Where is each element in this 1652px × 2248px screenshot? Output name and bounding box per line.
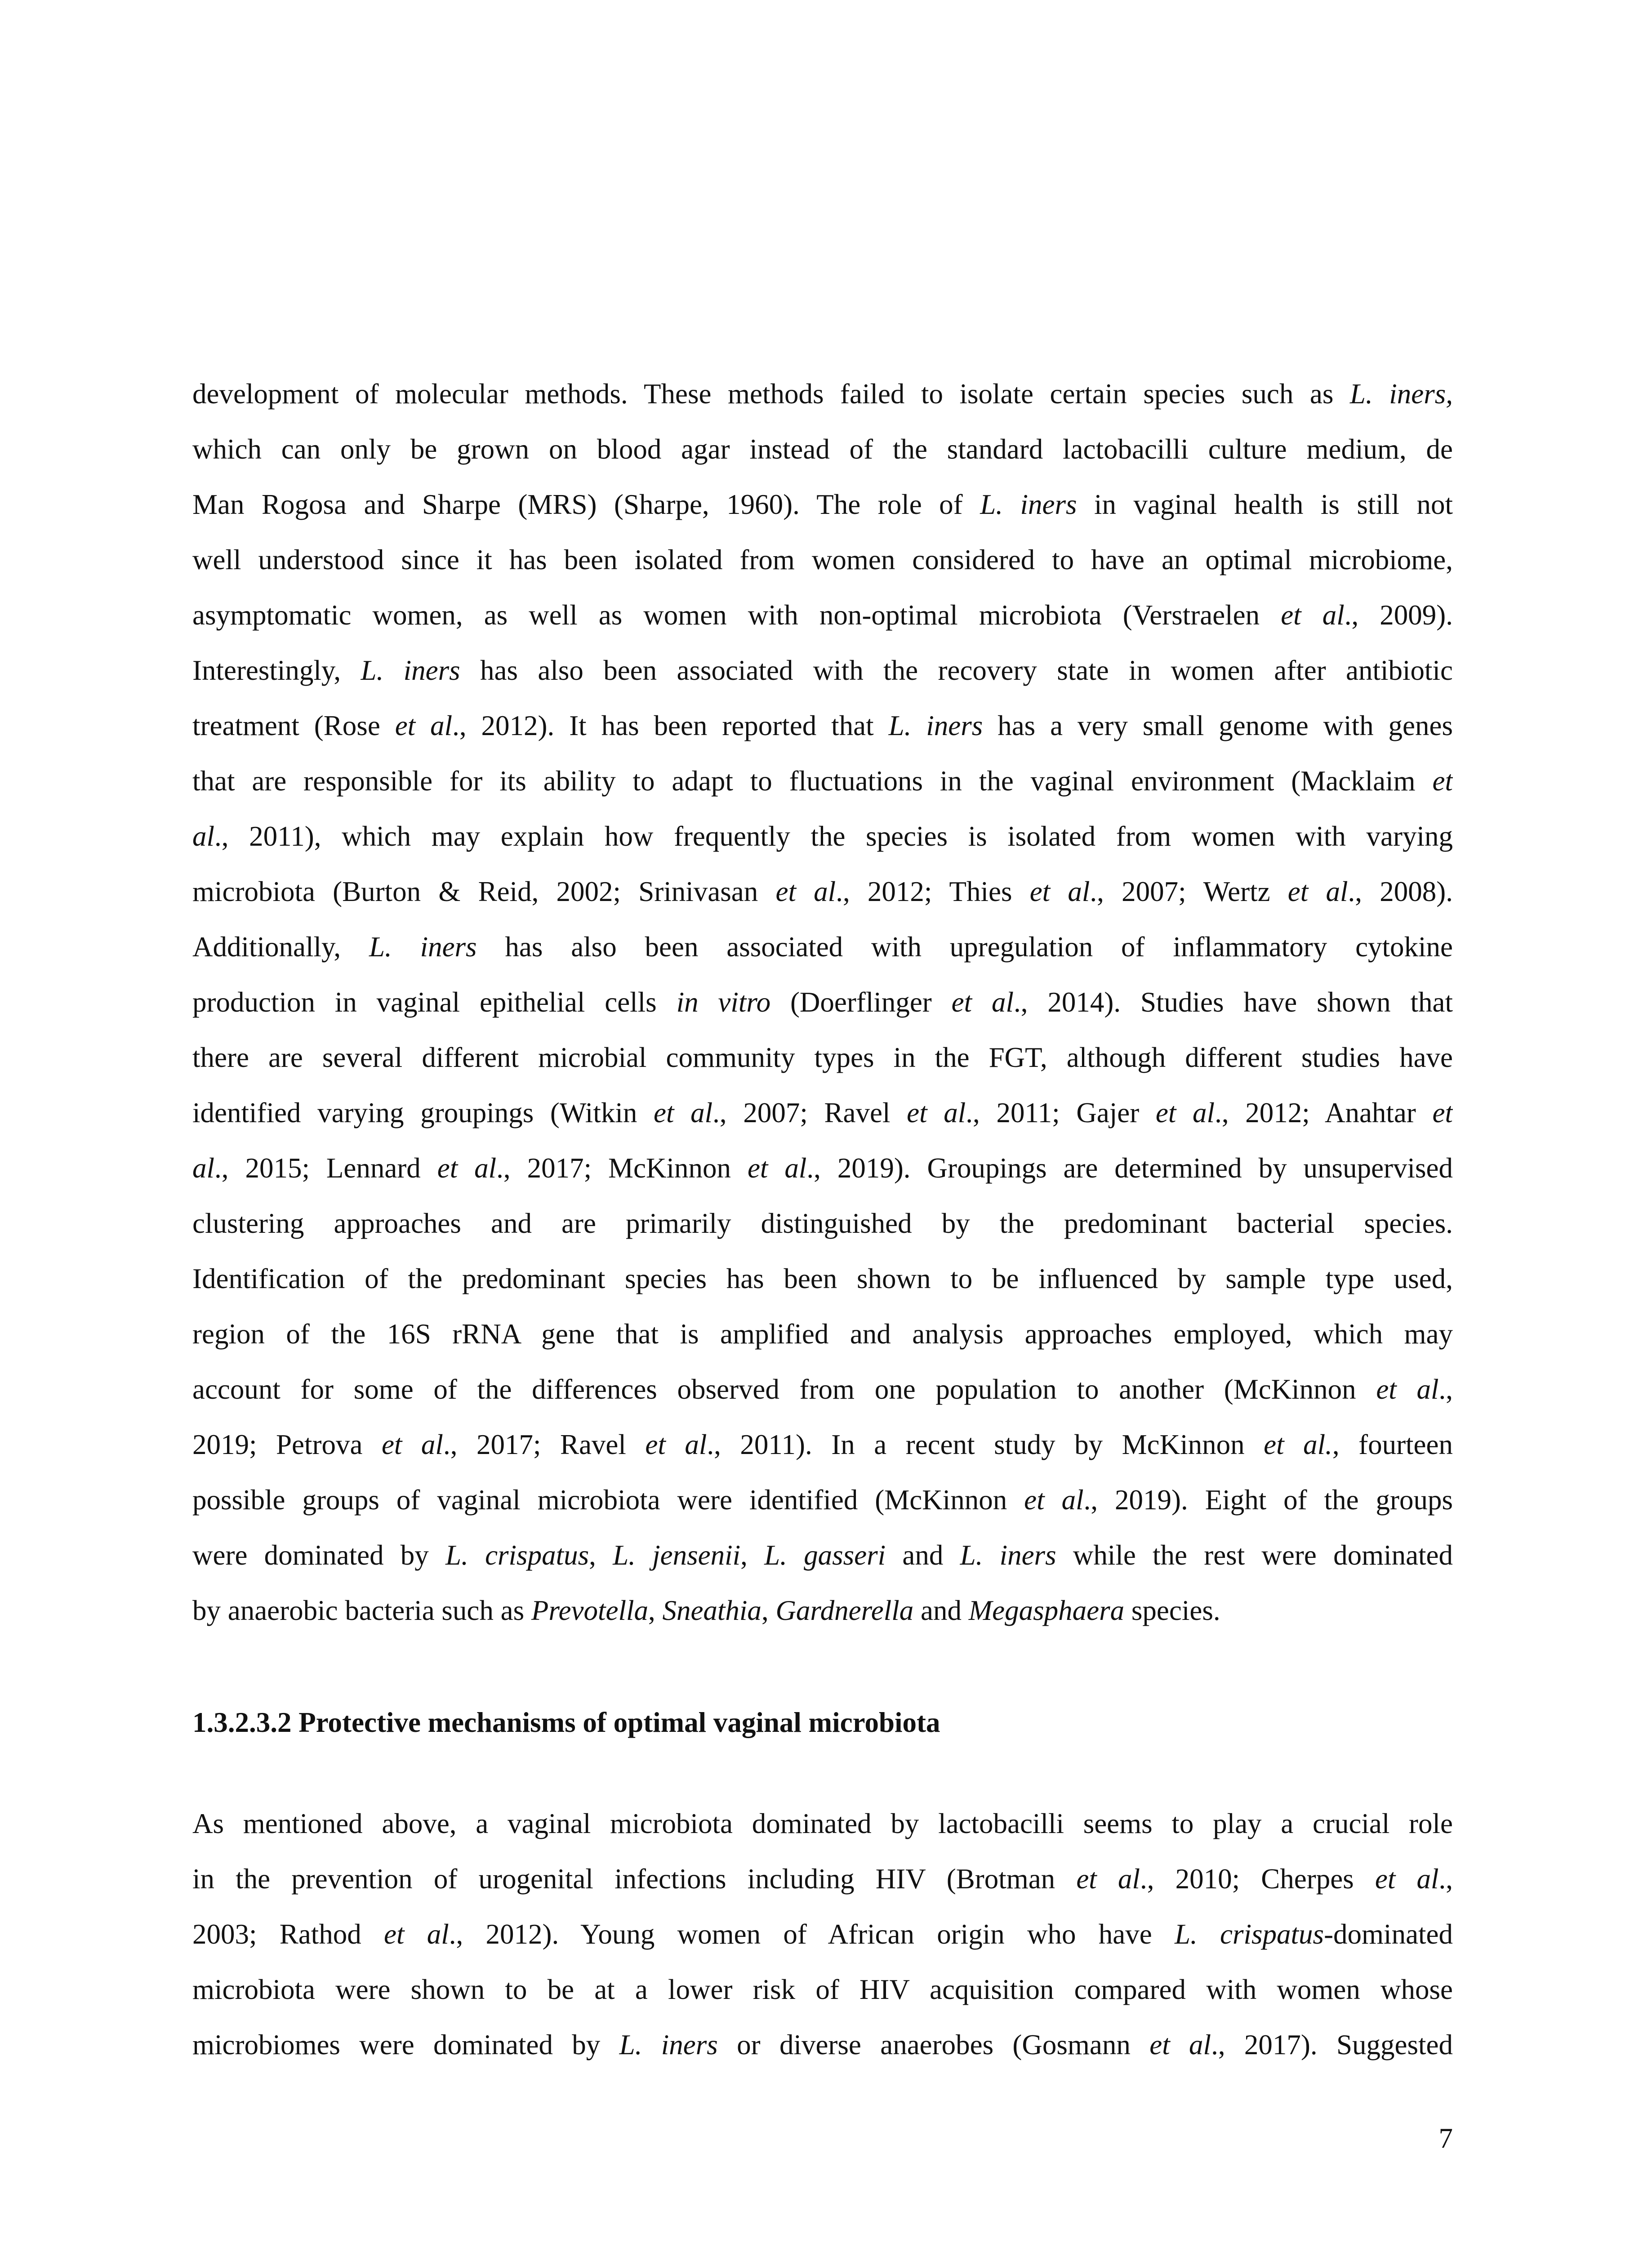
italic-text: et al bbox=[1281, 599, 1345, 631]
italic-text: Prevotella bbox=[531, 1595, 648, 1626]
text-line bbox=[192, 643, 1453, 698]
text-line bbox=[192, 1085, 1453, 1141]
italic-text: L. jensenii bbox=[613, 1539, 741, 1571]
text-line bbox=[192, 588, 1453, 643]
text-run: there are several different microbial community types in the FGT, although different studies have bbox=[192, 1042, 1453, 1073]
italic-text: et al bbox=[381, 1429, 443, 1460]
italic-text: et al bbox=[1029, 876, 1090, 907]
text-line bbox=[192, 754, 1453, 809]
text-run: ., bbox=[1438, 1863, 1453, 1895]
italic-text: et al bbox=[1375, 1863, 1439, 1895]
italic-text: et al bbox=[951, 986, 1014, 1018]
text-run: ., 2007; Ravel bbox=[712, 1097, 907, 1128]
text-line bbox=[192, 919, 1453, 975]
text-run: microbiomes were dominated by bbox=[192, 2029, 619, 2061]
italic-text: L. crispatus bbox=[445, 1539, 589, 1571]
italic-text: Megasphaera bbox=[968, 1595, 1125, 1626]
text-run: Interestingly, bbox=[192, 655, 361, 686]
italic-text: al bbox=[192, 821, 215, 852]
text-line bbox=[192, 1362, 1453, 1417]
text-line bbox=[192, 809, 1453, 864]
text-run: has also been associated with the recovery state in women after antibiotic bbox=[460, 655, 1453, 686]
text-line bbox=[192, 1796, 1453, 1851]
italic-text: et al bbox=[1155, 1097, 1215, 1128]
text-run: , bbox=[740, 1539, 765, 1571]
text-run: were dominated by bbox=[192, 1539, 446, 1571]
text-run: while the rest were dominated bbox=[1056, 1539, 1453, 1571]
text-run: ., 2012; Anahtar bbox=[1215, 1097, 1433, 1128]
text-run: ., 2011), which may explain how frequently the species is isolated from women with varying bbox=[214, 821, 1453, 852]
italic-text: et al bbox=[395, 710, 453, 741]
italic-text: et al bbox=[437, 1152, 497, 1184]
text-run: ., 2017; McKinnon bbox=[496, 1152, 748, 1184]
italic-text: L. iners bbox=[980, 489, 1077, 520]
text-line bbox=[192, 1583, 1453, 1638]
text-line bbox=[192, 1851, 1453, 1907]
text-run: treatment (Rose bbox=[192, 710, 395, 741]
text-run: ., 2014). Studies have shown that bbox=[1014, 986, 1453, 1018]
text-run: ., 2017; Ravel bbox=[443, 1429, 646, 1460]
text-run: ., 2009). bbox=[1344, 599, 1453, 631]
text-line bbox=[192, 1528, 1453, 1583]
text-line bbox=[192, 532, 1453, 588]
text-run: in the prevention of urogenital infections including HIV (Brotman bbox=[192, 1863, 1077, 1895]
italic-text: et bbox=[1432, 765, 1453, 797]
italic-text: et al bbox=[654, 1097, 713, 1128]
body-paragraph bbox=[192, 1796, 1453, 2073]
text-run: clustering approaches and are primarily distinguished by the predominant bacterial species. bbox=[192, 1208, 1453, 1239]
italic-text: et al bbox=[747, 1152, 807, 1184]
text-run: As mentioned above, a vaginal microbiota dominated by lactobacilli seems to play a crucial role bbox=[192, 1808, 1453, 1839]
text-line bbox=[192, 1196, 1453, 1251]
text-line bbox=[192, 1030, 1453, 1085]
text-run: species. bbox=[1124, 1595, 1220, 1626]
italic-text: et al bbox=[1287, 876, 1348, 907]
text-line bbox=[192, 1307, 1453, 1362]
text-run: production in vaginal epithelial cells bbox=[192, 986, 677, 1018]
italic-text: L. iners, bbox=[1349, 378, 1453, 410]
text-run: microbiota (Burton & Reid, 2002; Srinivasan bbox=[192, 876, 776, 907]
text-line bbox=[192, 366, 1453, 422]
text-run: 2019; Petrova bbox=[192, 1429, 382, 1460]
text-line bbox=[192, 1141, 1453, 1196]
italic-text: L. iners bbox=[369, 931, 477, 963]
text-run: by anaerobic bacteria such as bbox=[192, 1595, 531, 1626]
text-run: development of molecular methods. These methods failed to isolate certain species such as bbox=[192, 378, 1350, 410]
text-run: ., 2012). It has been reported that bbox=[452, 710, 889, 741]
text-run: , bbox=[648, 1595, 663, 1626]
italic-text: et al bbox=[645, 1429, 707, 1460]
text-run: , bbox=[589, 1539, 613, 1571]
italic-text: et al bbox=[1076, 1863, 1140, 1895]
text-line bbox=[192, 422, 1453, 477]
text-run: ., 2012). Young women of African origin who have bbox=[449, 1918, 1175, 1950]
body-paragraph bbox=[192, 366, 1453, 1638]
text-run: ., 2017). Suggested bbox=[1211, 2029, 1453, 2061]
text-run: has also been associated with upregulation of inflammatory cytokine bbox=[476, 931, 1453, 963]
text-run: which can only be grown on blood agar instead of the standard lactobacilli culture medium, de bbox=[192, 433, 1453, 465]
text-run: ., 2019). Eight of the groups bbox=[1083, 1484, 1453, 1516]
italic-text: in vitro bbox=[676, 986, 771, 1018]
text-run: ., 2011). In a recent study by McKinnon bbox=[707, 1429, 1264, 1460]
text-line bbox=[192, 2017, 1453, 2073]
text-run: ., bbox=[1438, 1374, 1453, 1405]
italic-text: L. iners bbox=[888, 710, 983, 741]
text-run: in vaginal health is still not bbox=[1077, 489, 1453, 520]
italic-text: et al bbox=[1149, 2029, 1211, 2061]
italic-text: et al bbox=[384, 1918, 449, 1950]
text-run: that are responsible for its ability to adapt to fluctuations in the vaginal environment (Macklaim bbox=[192, 765, 1433, 797]
text-run: or diverse anaerobes (Gosmann bbox=[717, 2029, 1150, 2061]
text-run: account for some of the differences observed from one population to another (McKinnon bbox=[192, 1374, 1376, 1405]
text-run: and bbox=[913, 1595, 969, 1626]
text-run: ., 2007; Wertz bbox=[1090, 876, 1288, 907]
italic-text: Gardnerella bbox=[775, 1595, 914, 1626]
text-line bbox=[192, 1251, 1453, 1307]
italic-text: L. iners bbox=[960, 1539, 1056, 1571]
text-run: -dominated bbox=[1324, 1918, 1453, 1950]
text-run: Identification of the predominant species has been shown to be influenced by sample type used, bbox=[192, 1263, 1453, 1294]
text-run: ., 2012; Thies bbox=[836, 876, 1030, 907]
text-line bbox=[192, 864, 1453, 919]
text-run: ., 2008). bbox=[1348, 876, 1453, 907]
text-run: has a very small genome with genes bbox=[983, 710, 1453, 741]
text-run: well understood since it has been isolated from women considered to have an optimal microbiome, bbox=[192, 544, 1453, 575]
italic-text: L. gasseri bbox=[764, 1539, 886, 1571]
text-run: asymptomatic women, as well as women with non-optimal microbiota (Verstraelen bbox=[192, 599, 1281, 631]
text-run: possible groups of vaginal microbiota were identified (McKinnon bbox=[192, 1484, 1024, 1516]
italic-text: al bbox=[192, 1152, 215, 1184]
text-run: ., 2015; Lennard bbox=[214, 1152, 437, 1184]
text-run: 2003; Rathod bbox=[192, 1918, 384, 1950]
italic-text: L. iners bbox=[361, 655, 460, 686]
text-run: microbiota were shown to be at a lower risk of HIV acquisition compared with women whose bbox=[192, 1974, 1453, 2005]
text-line bbox=[192, 1962, 1453, 2017]
italic-text: et al bbox=[775, 876, 836, 907]
text-run: ., 2010; Cherpes bbox=[1140, 1863, 1375, 1895]
text-run: , bbox=[761, 1595, 776, 1626]
text-run: Man Rogosa and Sharpe (MRS) (Sharpe, 1960). The role of bbox=[192, 489, 980, 520]
italic-text: et al bbox=[1024, 1484, 1084, 1516]
italic-text: L. crispatus bbox=[1175, 1918, 1324, 1950]
text-run: region of the 16S rRNA gene that is amplified and analysis approaches employed, which may bbox=[192, 1318, 1453, 1350]
page-number: 7 bbox=[1438, 2123, 1453, 2154]
text-line bbox=[192, 698, 1453, 754]
text-run: ., 2011; Gajer bbox=[966, 1097, 1156, 1128]
text-line bbox=[192, 1417, 1453, 1472]
text-line bbox=[192, 1472, 1453, 1528]
italic-text: Sneathia bbox=[662, 1595, 761, 1626]
text-run: (Doerflinger bbox=[770, 986, 952, 1018]
italic-text: et al. bbox=[1264, 1429, 1332, 1460]
text-run: ., 2019). Groupings are determined by unsupervised bbox=[806, 1152, 1453, 1184]
italic-text: et al bbox=[907, 1097, 966, 1128]
text-line bbox=[192, 975, 1453, 1030]
text-run: identified varying groupings (Witkin bbox=[192, 1097, 654, 1128]
text-run: , fourteen bbox=[1332, 1429, 1453, 1460]
text-run: Additionally, bbox=[192, 931, 369, 963]
text-run: and bbox=[886, 1539, 960, 1571]
italic-text: L. iners bbox=[619, 2029, 718, 2061]
italic-text: et al bbox=[1376, 1374, 1439, 1405]
italic-text: et bbox=[1432, 1097, 1453, 1128]
section-heading: 1.3.2.3.2 Protective mechanisms of optimal vaginal microbiota bbox=[192, 1707, 940, 1738]
text-line bbox=[192, 477, 1453, 532]
text-line bbox=[192, 1907, 1453, 1962]
